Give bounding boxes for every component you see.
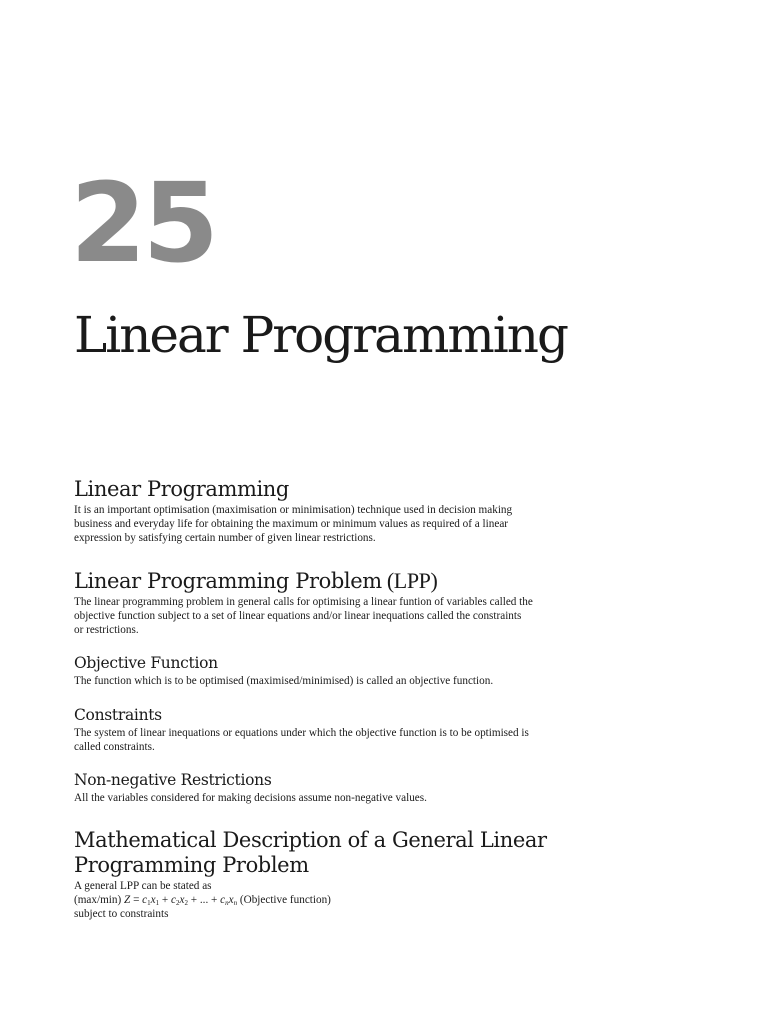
- section-constraints: [74, 706, 586, 755]
- section-heading: Linear Programming: [74, 477, 289, 501]
- body-line: subject to constraints: [74, 907, 169, 920]
- body-line: The function which is to be optimised (maximised/minimised) is called an objective function.: [74, 675, 494, 687]
- body-line: It is an important optimisation (maximisation or minimisation) technique used in decision making: [74, 504, 513, 516]
- body-line: business and everyday life for obtaining the maximum or minimum values as required of a linear: [74, 517, 509, 530]
- section-body: [74, 504, 586, 545]
- body-line: objective function subject to a set of linear equations and/or linear inequations called the constraints: [74, 609, 522, 622]
- section-heading: [74, 568, 586, 594]
- body-line: A general LPP can be stated as: [74, 880, 212, 892]
- section-lpp: [74, 568, 586, 637]
- body-line: The linear programming problem in general calls for optimising a linear funtion of variables called the: [74, 596, 533, 608]
- body-line: All the variables considered for making decisions assume non-negative values.: [74, 792, 427, 804]
- section-objective-function: [74, 654, 586, 689]
- section-heading-line-1: Mathematical Description of a General Linear: [74, 828, 547, 852]
- formula-prefix: (max/min): [74, 893, 125, 906]
- formula-suffix: (Objective function): [237, 893, 331, 906]
- section-mathematical-description: [74, 828, 586, 921]
- section-body: [74, 675, 586, 689]
- body-line: or restrictions.: [74, 623, 139, 636]
- subsection-heading: Non-negative Restrictions: [74, 771, 272, 789]
- body-line: expression by satisfying certain number of given linear restrictions.: [74, 531, 376, 544]
- section-heading-text: Linear Programming Problem: [74, 569, 382, 593]
- section-body: [74, 792, 586, 806]
- body-line: The system of linear inequations or equations under which the objective function is to be optimised is: [74, 727, 529, 739]
- section-body: [74, 727, 586, 755]
- section-non-negative-restrictions: [74, 771, 586, 806]
- section-body: [74, 596, 586, 637]
- subsection-heading: Constraints: [74, 706, 162, 724]
- section-body: [74, 880, 586, 921]
- chapter-number: 25: [70, 159, 216, 287]
- body-line: called constraints.: [74, 740, 155, 753]
- chapter-title: Linear Programming: [74, 306, 567, 364]
- section-heading-suffix: (LPP): [381, 568, 438, 593]
- objective-formula: (max/min) $Z = c_1x_1 + c_2x_2$ + ... + $c_nx_n$ (Objective function): [74, 893, 331, 907]
- section-heading-line-2: Programming Problem: [74, 853, 309, 877]
- subsection-heading: Objective Function: [74, 654, 218, 672]
- section-linear-programming: [74, 477, 586, 545]
